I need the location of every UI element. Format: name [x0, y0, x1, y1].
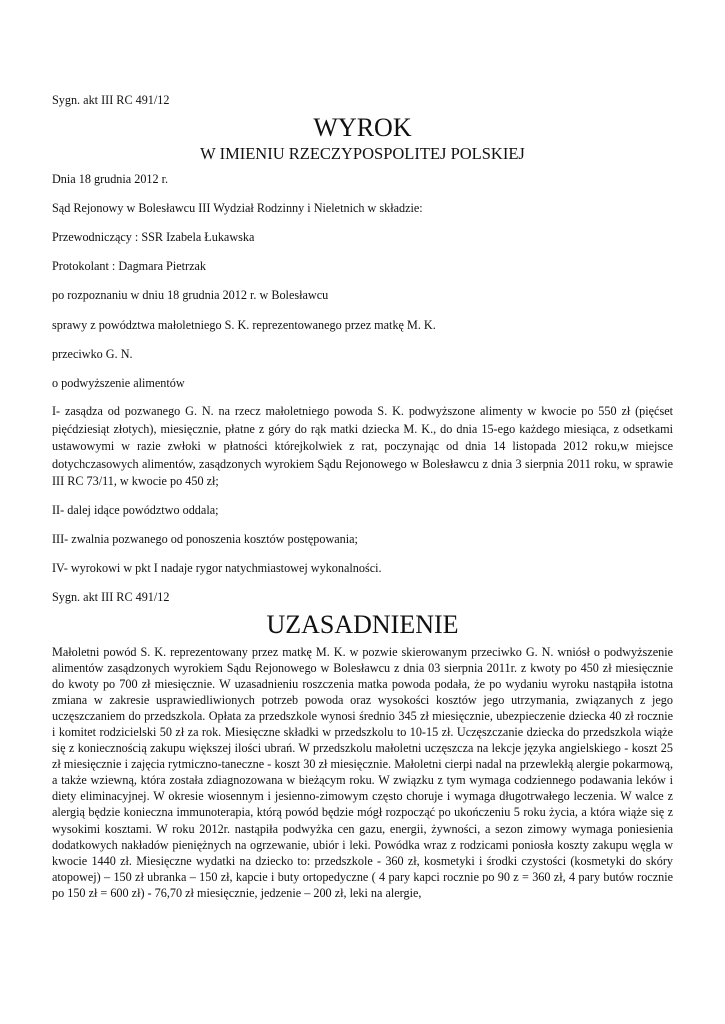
case-parties: sprawy z powództwa małoletniego S. K. reprezentowanego przez matkę M. K.	[52, 318, 436, 332]
ruling-point-1: I- zasądza od pozwanego G. N. na rzecz małoletniego powoda S. K. podwyższone alimenty w kwocie po 550 zł (pięćset pięćdziesiąt złotych), miesięcznie, płatne z góry do rąk matki dziecka M. K., do dnia 15-ego każdego miesiąca, z odsetkami ustawowymi w razie zwłoki w płatności którejkolwiek z rat, poczynając od dnia 14 listopada 2012 roku,w miejsce dotychczasowych alimentów, zasądzonych wyrokiem Sądu Rejonowego w Bolesławcu z dnia 3 sierpnia 2011 roku, w sprawie III RC 73/11, w kwocie po 450 zł;	[52, 404, 673, 488]
case-signature: Sygn. akt III RC 491/12	[52, 93, 170, 107]
court-composition: Sąd Rejonowy w Bolesławcu III Wydział Rodzinny i Nieletnich w składzie:	[52, 201, 423, 215]
justification-signature: Sygn. akt III RC 491/12	[52, 590, 170, 604]
judgment-date: Dnia 18 grudnia 2012 r.	[52, 172, 169, 186]
defendant: przeciwko G. N.	[52, 347, 133, 361]
justification-title: UZASADNIENIE	[266, 610, 459, 639]
justification-body: Małoletni powód S. K. reprezentowany przez matkę M. K. w pozwie skierowanym przeciwko G. N. wniósł o podwyższenie alimentów zasądzonych wyrokiem Sądu Rejonowego w Bolesławcu z dnia 03 sierpnia 2011r. z kwoty po 450 zł miesięcznie do kwoty po 700 zł miesięcznie. W uzasadnieniu roszczenia matka powoda podała, że po wydaniu wyroku nastąpiła istotna zmiana w zakresie usprawiedliwionych potrzeb powoda oraz wysokości kosztów jego utrzymania, związanych z jego uczęszczaniem do przedszkola. Opłata za przedszkole wynosi średnio 345 zł miesięcznie, ubezpieczenie dziecka 40 zł rocznie i komitet rodzicielski 50 zł za rok. Miesięczne składki w przedszkolu to 10-15 zł. Uczęszczanie dziecka do przedszkola wiąże się z koniecznością zakupu większej ilości ubrań. W przedszkolu małoletni uczęszcza na lekcje języka angielskiego - koszt 25 zł miesięcznie i zajęcia rytmiczno-taneczne - koszt 30 zł miesięcznie. Małoletni cierpi nadal na przewlekłą alergie pokarmową, a także wziewną, która została zdiagnozowana w bieżącym roku. W związku z tym wymaga codziennego podawania leków i diety eliminacyjnej. W okresie wiosennym i jesienno-zimowym często choruje i wymaga długotrwałego leczenia. W walce z alergią będzie konieczna immunoterapia, którą powód będzie mógł rozpocząć po ukończeniu 5 roku życia, a która wiąże się z wysokimi kosztami. W roku 2012r. nastąpiła podwyżka cen gazu, energii, żywności, a sezon zimowy wymaga poniesienia dodatkowych nakładów pieniężnych na ogrzewanie, ubiór i leki. Powódka wraz z rodzicami poniosła koszty zakupu węgla w kwocie 1440 zł. Miesięczne wydatki na dziecko to: przedszkole - 360 zł, kosmetyki i środki czystości (kosmetyki do skóry atopowej) – 150 zł ubranka – 150 zł, kapcie i buty ortopedyczne ( 4 pary kapci rocznie po 90 z = 360 zł, 4 pary butów rocznie po 150 zł = 600 zł) - 76,70 zł miesięcznie, jedzenie – 200 zł, leki na alergie,	[52, 645, 673, 900]
ruling-point-2: II- dalej idące powództwo oddala;	[52, 503, 219, 517]
case-subject: o podwyższenie alimentów	[52, 376, 185, 390]
ruling-point-3: III- zwalnia pozwanego od ponoszenia kosztów postępowania;	[52, 532, 358, 546]
hearing-info: po rozpoznaniu w dniu 18 grudnia 2012 r. w Bolesławcu	[52, 288, 329, 302]
judgment-subtitle: W IMIENIU RZECZYPOSPOLITEJ POLSKIEJ	[200, 144, 525, 163]
court-clerk: Protokolant : Dagmara Pietrzak	[52, 259, 206, 273]
ruling-point-4: IV- wyrokowi w pkt I nadaje rygor natychmiastowej wykonalności.	[52, 561, 382, 575]
presiding-judge: Przewodniczący : SSR Izabela Łukawska	[52, 230, 255, 244]
judgment-title: WYROK	[313, 113, 412, 142]
